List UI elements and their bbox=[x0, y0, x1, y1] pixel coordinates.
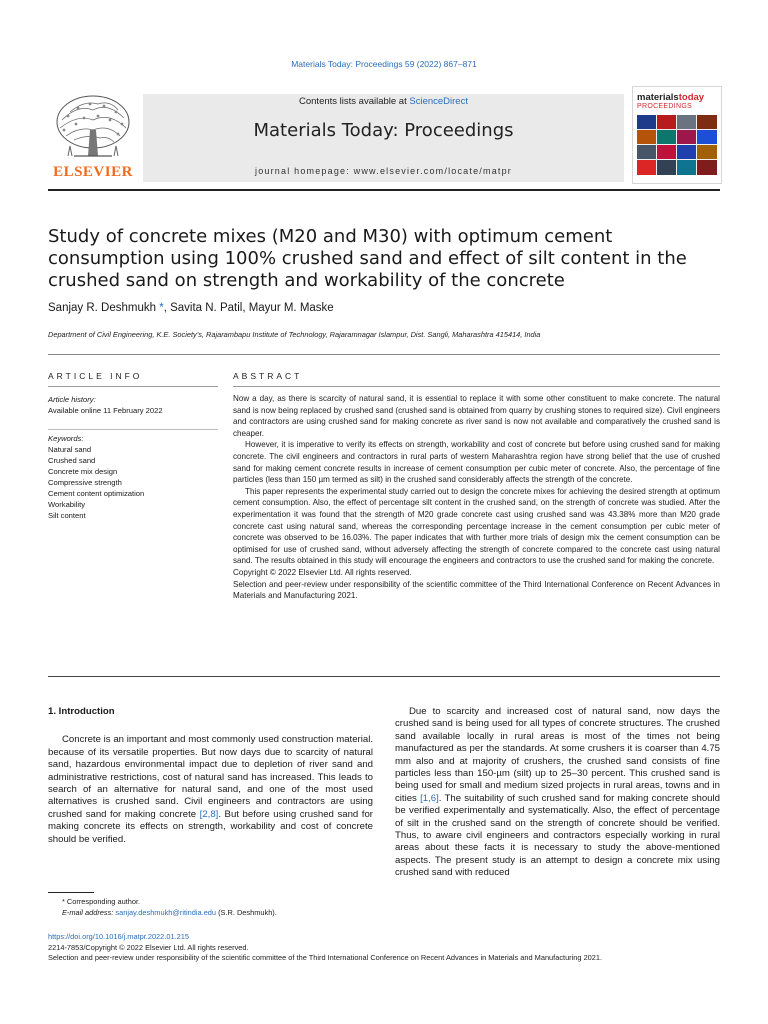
contents-availability bbox=[143, 96, 624, 107]
journal-citation-link[interactable]: Materials Today: Proceedings 59 (2022) 867–871 bbox=[291, 59, 477, 69]
title-rule bbox=[48, 354, 720, 355]
keywords-rule bbox=[48, 429, 218, 430]
author-deshmukh: Sanjay R. Deshmukh bbox=[48, 302, 157, 314]
article-title: Study of concrete mixes (M20 and M30) with optimum cement consumption using 100% crushed sand and effect of silt content in the crushed sand on strength and workability of the concrete bbox=[48, 226, 687, 291]
corresponding-author-marker[interactable]: * bbox=[156, 302, 164, 314]
footnote-rule bbox=[48, 892, 94, 893]
keywords-block bbox=[48, 433, 223, 521]
article-info-heading: ARTICLE INFO bbox=[48, 371, 143, 381]
body-rule bbox=[48, 676, 720, 677]
abstract-paragraph-3: This paper represents the experimental study carried out to design the concrete mixes for achieving the desired strength at optimum cement consumption. Also, the effect of percentage silt content in the crushed sand, on the strength of concrete was studied. After the experimentation it was found that the strength of M20 grade concrete cast using crushed sand was 43.38% more than M20 grade concrete cast using natural sand, whereas the corresponding percentage increase in the cement consumption per cubic meter of concrete was observed to be 16.03%. The paper indicates that with further more trials of design mix the cement consumption can be optimised for use of crushed sand, without adversely affecting the strength of concrete compared to the concrete cast using natural sand. The results obtained in this study will encourage the engineers and contractors to use the crushed sand for making the concrete. bbox=[233, 486, 720, 566]
abstract-rule bbox=[233, 386, 720, 387]
keyword-item: Crushed sand bbox=[48, 456, 96, 465]
cover-mosaic-image bbox=[637, 115, 717, 175]
author-email-link[interactable]: sanjay.deshmukh@ritindia.edu bbox=[115, 908, 217, 917]
section-heading-introduction: 1. Introduction bbox=[48, 706, 115, 717]
other-authors: , Savita N. Patil, Mayur M. Maske bbox=[163, 302, 334, 314]
cover-title-b: today bbox=[678, 92, 705, 103]
keyword-item: Cement content optimization bbox=[48, 489, 145, 498]
sciencedirect-link[interactable]: ScienceDirect bbox=[409, 96, 468, 107]
abstract-paragraph-1: Now a day, as there is scarcity of natural sand, it is essential to replace it with some other constituent to make concrete. The natural sand is now being replaced by crushed sand (crushed sand is obtained from quarry by crushing stones to required size). Civil engineers and contractors are using crushed sand for making concrete as river sand is now not available and comparatively the crushed sand is cheaper. bbox=[233, 394, 720, 438]
body-left-column bbox=[48, 706, 373, 846]
journal-homepage bbox=[143, 166, 624, 176]
keyword-item: Silt content bbox=[48, 511, 86, 520]
intro-text-a: Concrete is an important and most commonly used construction material. because of its versatile properties. But now days due to scarcity of natural sand, hazardous environmental impact due to depletion of river sand and administrative restrictions, cost of natural sand has increased. This leads to search of an alternative for natural sand, and one of the most used alternatives is crushed sand. Civil engineers and contractors are using crushed sand for making concrete bbox=[48, 734, 373, 820]
journal-cover-thumbnail[interactable] bbox=[632, 86, 722, 184]
keyword-item: Concrete mix design bbox=[48, 467, 118, 476]
keyword-item: Natural sand bbox=[48, 445, 92, 454]
page-footer bbox=[48, 932, 728, 964]
footnote bbox=[48, 896, 368, 918]
author-list bbox=[48, 302, 334, 314]
article-info-rule bbox=[48, 386, 218, 387]
reference-link-1-6[interactable]: [1,6] bbox=[420, 792, 439, 804]
abstract-copyright: Copyright © 2022 Elsevier Ltd. All rights reserved. bbox=[233, 567, 412, 577]
intro-text-d: . The suitability of such crushed sand for making concrete should be verified experimentally and systematically. Also, the effect of percentage of silt in the crushed sand on the strength of concrete should be verified. Thus, to aware civil engineers and contractors especially working in rural areas about these facts it is necessary to study the above-mentioned aspects. The present study is an attempt to design a concrete mix using crushed sand with reduced bbox=[395, 792, 720, 879]
homepage-prefix: journal homepage: bbox=[255, 166, 354, 176]
author-affiliation: Department of Civil Engineering, K.E. Society’s, Rajarambapu Institute of Technology, Rajaramnagar Islampur, Dist. Sangli, Maharashtra 415414, India bbox=[48, 330, 541, 339]
keyword-item: Compressive strength bbox=[48, 478, 122, 487]
history-value: Available online 11 February 2022 bbox=[48, 405, 163, 415]
cover-title-a: materials bbox=[637, 92, 679, 103]
corresponding-author-note: * Corresponding author. bbox=[62, 897, 141, 906]
keywords-label: Keywords: bbox=[48, 434, 84, 443]
keyword-item: Workability bbox=[48, 500, 85, 509]
reference-link-2-8[interactable]: [2,8] bbox=[199, 808, 219, 820]
abstract-text bbox=[233, 393, 720, 602]
journal-title: Materials Today: Proceedings bbox=[253, 120, 514, 141]
header-rule bbox=[48, 189, 720, 191]
contents-prefix: Contents lists available at bbox=[299, 96, 410, 107]
footer-selection: Selection and peer-review under responsibility of the scientific committee of the Third International Conference on Recent Advances in Materials and Manufacturing 2021. bbox=[48, 953, 603, 962]
email-line bbox=[48, 907, 368, 918]
email-suffix: (S.R. Deshmukh). bbox=[216, 908, 277, 917]
elsevier-logo bbox=[48, 90, 138, 184]
history-label: Article history: bbox=[48, 395, 96, 404]
abstract-heading: ABSTRACT bbox=[233, 371, 303, 381]
intro-paragraph-2 bbox=[395, 706, 720, 880]
abstract-selection: Selection and peer-review under responsibility of the scientific committee of the Third International Conference on Recent Advances in Materials and Manufacturing 2021. bbox=[233, 579, 720, 601]
journal-homepage-link[interactable]: www.elsevier.com/locate/matpr bbox=[353, 166, 512, 176]
cover-subtitle: PROCEEDINGS bbox=[637, 103, 693, 110]
elsevier-wordmark: ELSEVIER bbox=[53, 164, 133, 180]
intro-text-c: Due to scarcity and increased cost of natural sand, now days the crushed sand is being used for all types of concrete structures. The crushed sand available locally in rural areas is most of the times not being manufactured as per the standards. At some crushers it is coarser than 4.75 mm also and at majority of crushers, the crushed sand consists of fine particles less than 150-µm (silt) up to 25–30 percent. This crushed sand is being used for small and medium sized projects in rural areas, towns and in cities bbox=[395, 706, 720, 804]
abstract-paragraph-2: However, it is imperative to verify its effects on strength, workability and cost of concrete but before using crushed sand for making concrete. The civil engineers and contractors in rural parts of western Maharashtra region have strong belief that the use of crushed sand for making cement concrete results in increase of cement consumption per cubic meter of concrete. Also, the percentage of fine particles (less than 150 µm termed as silt) in the crushed sand considerably affects the strength of the concrete. bbox=[233, 440, 720, 485]
issn-copyright: 2214-7853/Copyright © 2022 Elsevier Ltd. All rights reserved. bbox=[48, 942, 249, 952]
cover-title bbox=[637, 93, 704, 103]
body-right-column bbox=[395, 706, 720, 880]
email-label: E-mail address: bbox=[62, 908, 116, 917]
article-history bbox=[48, 395, 223, 416]
doi-link[interactable]: https://doi.org/10.1016/j.matpr.2022.01.215 bbox=[48, 932, 189, 941]
intro-text-b: . But before using crushed sand for making concrete its effects on strength, workability and cost of concrete should be verified. bbox=[48, 808, 374, 845]
intro-paragraph-1 bbox=[48, 734, 373, 846]
